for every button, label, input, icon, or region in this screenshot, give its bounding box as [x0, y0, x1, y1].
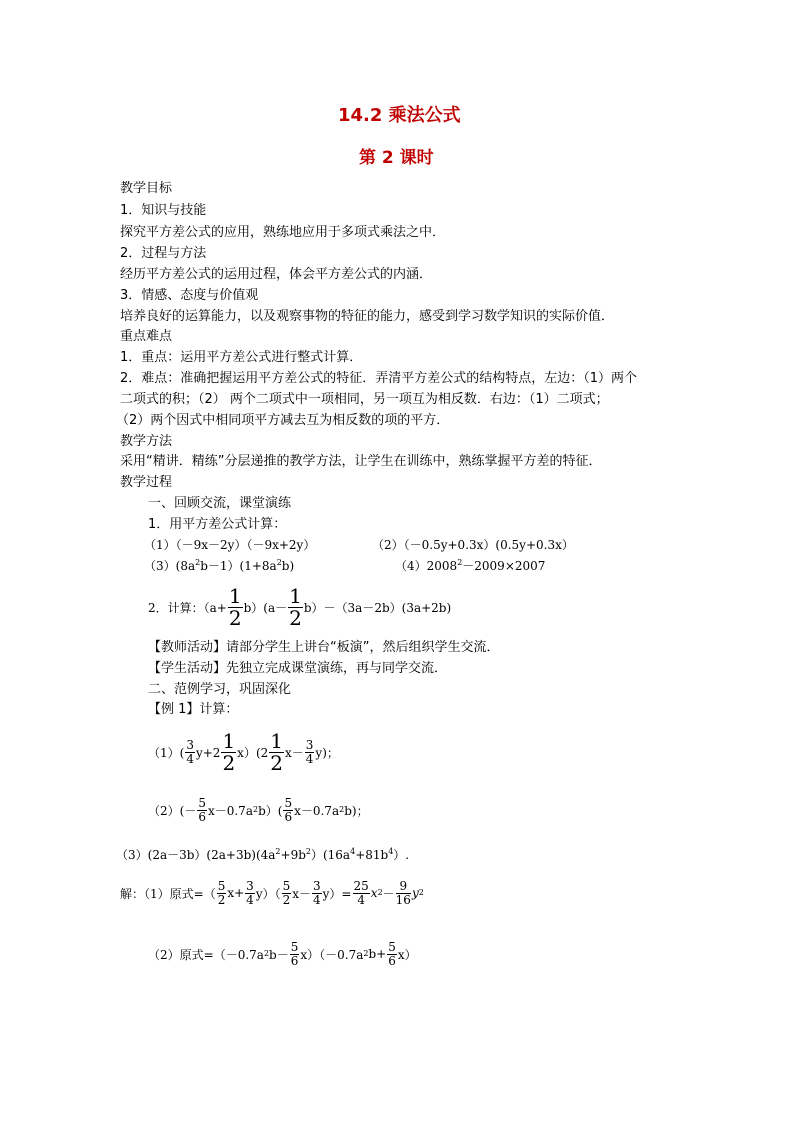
text-line: 二、范例学习，巩固深化: [148, 682, 292, 697]
heading-teaching-goals: 教学目标: [120, 181, 173, 196]
solution-part-2: （2）原式=（－0.7a 2 b－ $\frac{5}{6}$ x）（－0.7a 2 b+ $\frac{5}{6}$ x）: [148, 940, 417, 968]
calc-exercise-2: 2．计算：（a+ $\frac{1}{2}$ b）(a－ $\frac{1}{2}$ b）－（3a－2b）(3a+2b): [148, 584, 452, 630]
text-line: 二项式的积；（2） 两个二项式中一项相同，另一项互为相反数．右边：（1）二项式；: [120, 392, 609, 407]
text-line: 探究平方差公式的应用，熟练地应用于多项式乘法之中．: [120, 225, 446, 240]
text-line: 培养良好的运算能力，以及观察事物的特征的能力，感受到学习数学知识的实际价值．: [120, 309, 615, 324]
text-line: 2．难点：准确把握运用平方差公式的特征．弄清平方差公式的结构特点，左边：（1）两个: [120, 371, 638, 386]
fraction: $\frac{1}{2}$: [289, 584, 302, 630]
heading-teaching-process: 教学过程: [120, 475, 173, 490]
example-1-part-1: （1）( $\frac{3}{4}$ y+2 $\frac{1}{2}$ x）(2 $\frac{1}{2}$ x－ $\frac{3}{4}$ y)；: [148, 729, 339, 775]
heading-teaching-method: 教学方法: [120, 434, 173, 449]
exercise-4: $(4)2008^2-2009\times 2007$: [395, 558, 546, 573]
text-line: 3．情感、态度与价值观: [120, 288, 259, 303]
text-line: 1．知识与技能: [120, 203, 207, 218]
text-line: （2）两个因式中相同项平方减去互为相反数的项的平方．: [116, 413, 450, 428]
page-subtitle: 第 2 课时: [359, 148, 434, 168]
text-line: 1．重点：运用平方差公式进行整式计算．: [120, 350, 363, 365]
text-line: 2．过程与方法: [120, 246, 207, 261]
student-activity: 【学生活动】先独立完成课堂演练，再与同学交流．: [148, 661, 448, 676]
text-line: 采用“精讲．精练”分层递推的教学方法，让学生在训练中，熟练掌握平方差的特征．: [120, 454, 602, 469]
solution-part-1: 解：（1）原式=（ $\frac{5}{2}$ x+ $\frac{3}{4}$ y）（ $\frac{5}{2}$ x－ $\frac{3}{4}$ y）= $\frac{25}{4}$ x 2 － $\frac{9}{16}$ y 2: [120, 879, 424, 907]
fraction: $\frac{1}{2}$: [228, 584, 242, 630]
teacher-activity: 【教师活动】请部分学生上讲台“板演”，然后组织学生交流．: [148, 640, 500, 655]
example-1-part-2: （2）(－ $\frac{5}{6}$ x－0.7a 2 b）( $\frac{5}{6}$ x－0.7a 2 b)；: [148, 796, 369, 824]
text-line: 一、回顾交流，课堂演练: [148, 496, 292, 511]
example-1-part-3: $(3)(2a-3b)(2a+3b)(4a^2+9b^2)(16a^4+81b^4)$.: [116, 847, 410, 862]
text-line: 1．用平方差公式计算：: [148, 517, 287, 532]
heading-key-points: 重点难点: [120, 329, 173, 344]
page-title: 14.2 乘法公式: [338, 105, 461, 126]
text-line: 经历平方差公式的运用过程，体会平方差公式的内涵．: [120, 267, 433, 282]
exercise-1: （1）（－9x－2y）（－9x+2y）: [144, 538, 316, 552]
example-1-heading: 【例 1】计算：: [148, 702, 239, 717]
exercise-2: （2）（－0.5y+0.3x）(0.5y+0.3x）: [372, 538, 574, 552]
exercise-3: $(3)(8a^2b-1)(1+8a^2b)$: [144, 558, 295, 573]
